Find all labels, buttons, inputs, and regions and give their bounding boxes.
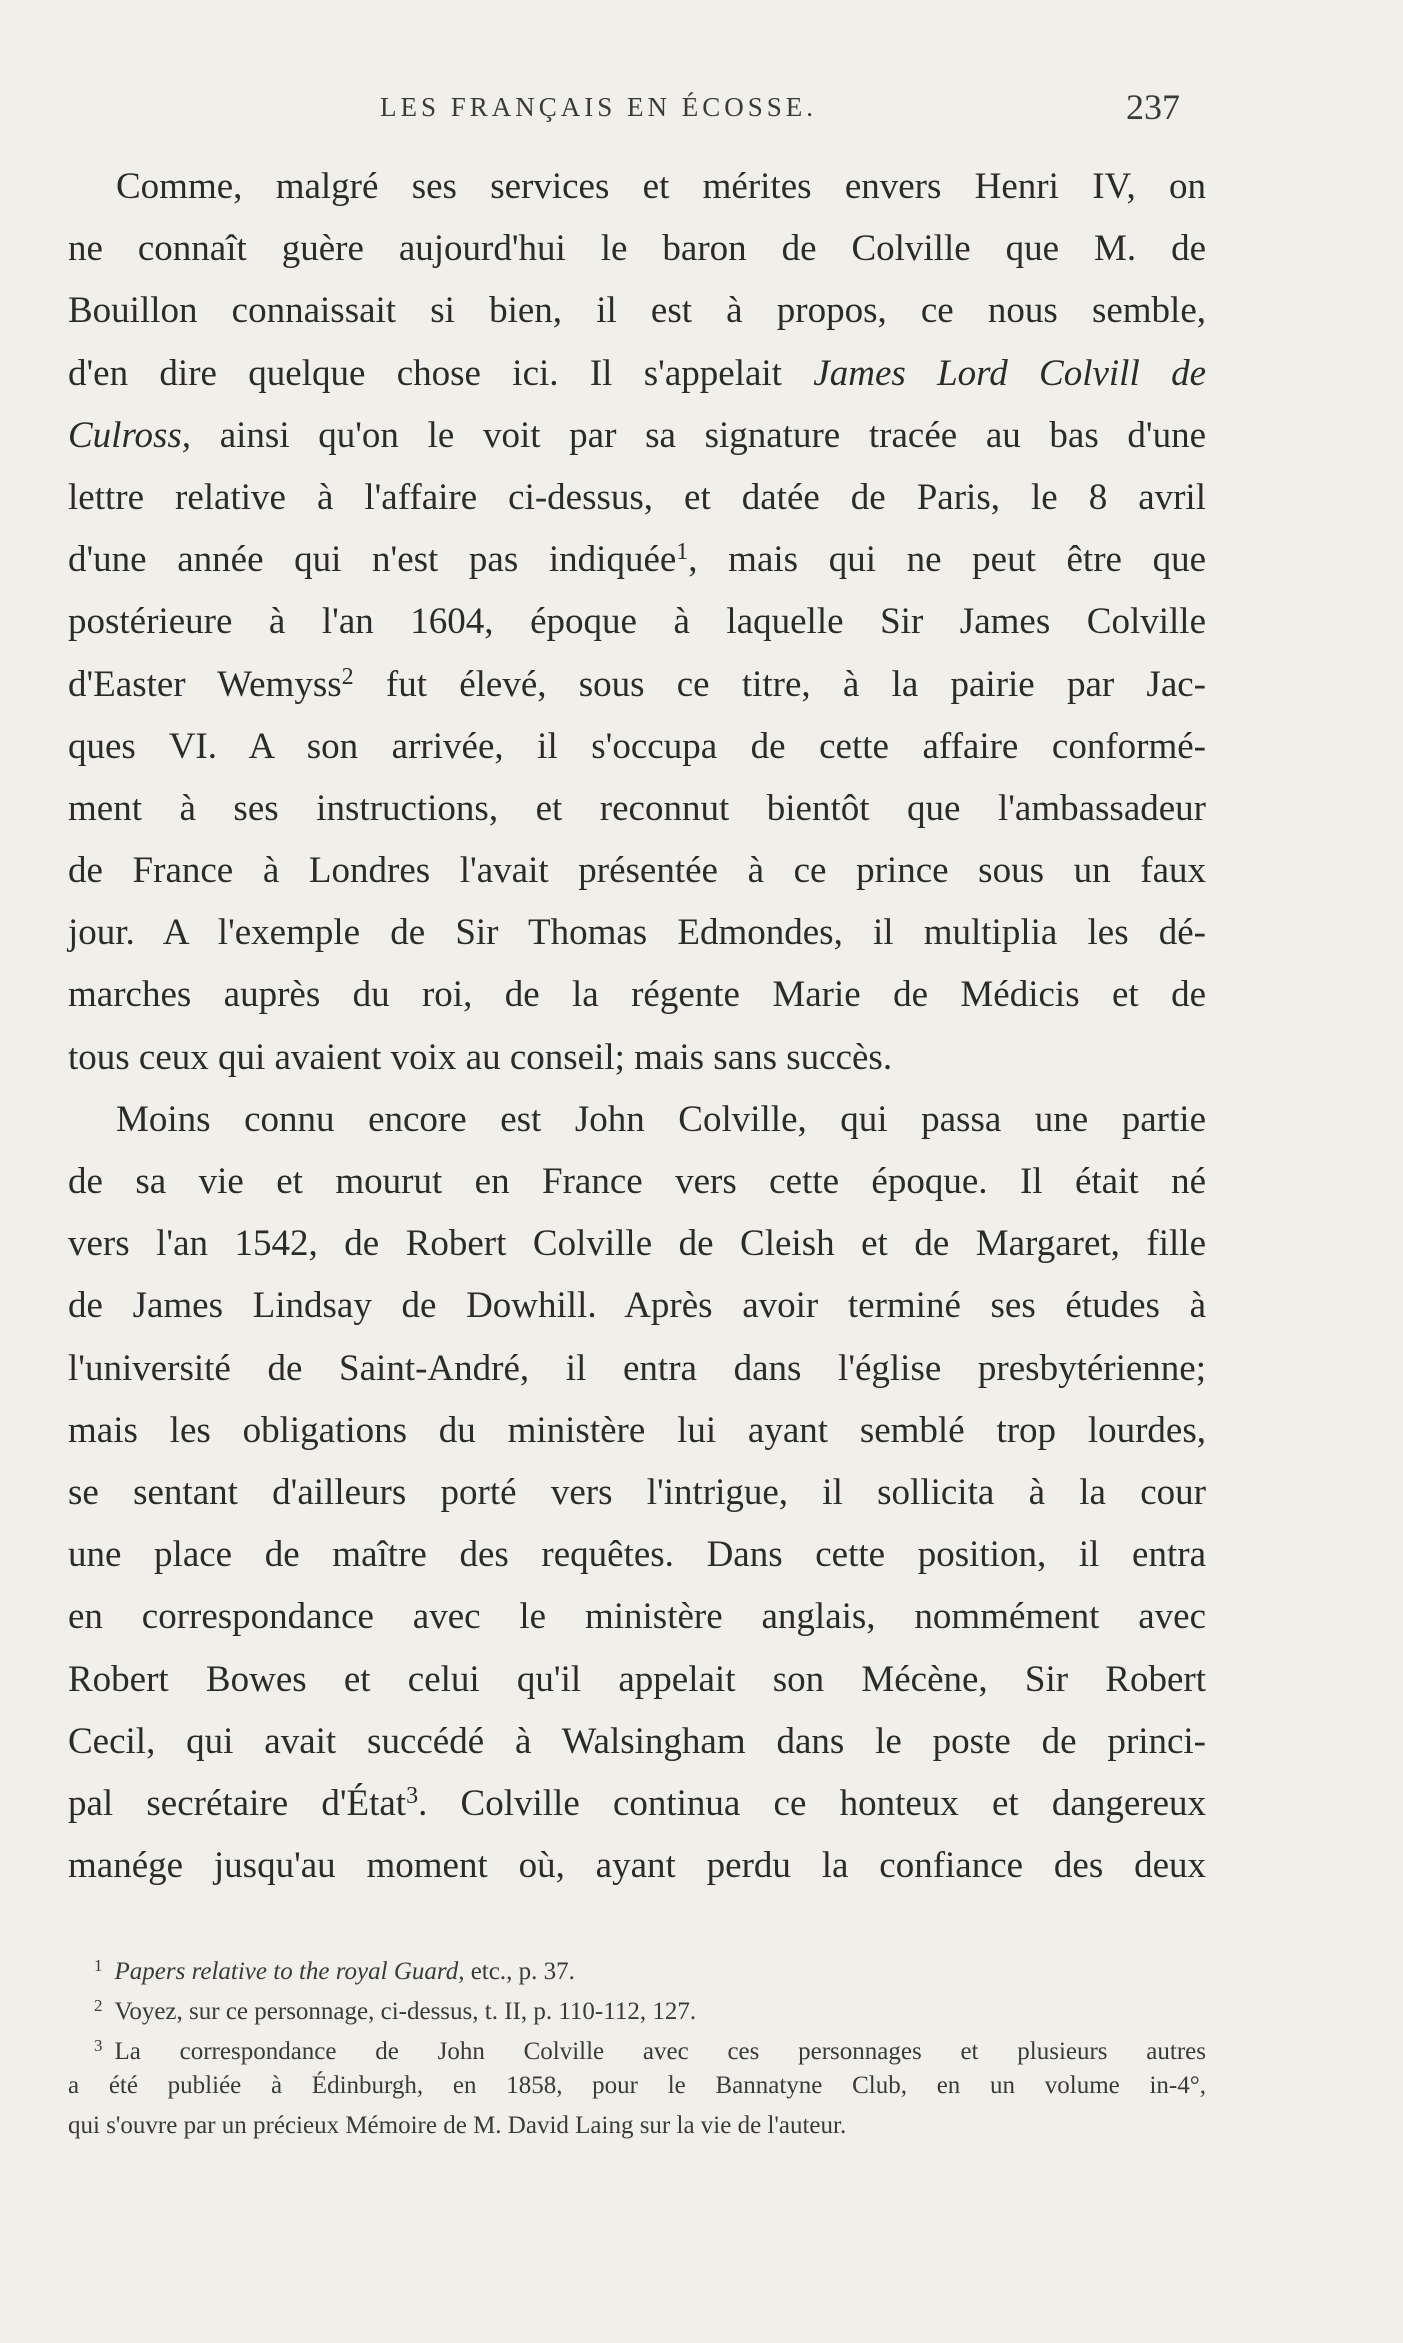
footnote-ref: 1 (676, 539, 689, 566)
text-line: manége jusqu'au moment où, ayant perdu la confiance des deux (68, 1845, 1206, 1887)
footnote-3-line: qui s'ouvre par un précieux Mémoire de M. David Laing sur la vie de l'auteur. (68, 2112, 847, 2139)
running-title: LES FRANÇAIS EN ÉCOSSE. (380, 92, 818, 122)
text-fragment: fut élevé, sous ce titre, à la pairie par Jac- (353, 663, 1206, 705)
text-line: mais les obligations du ministère lui ayant semblé trop lourdes, (68, 1409, 1206, 1451)
body-text (68, 156, 1206, 1897)
text-line (68, 343, 1206, 405)
text-line: de James Lindsay de Dowhill. Après avoir terminé ses études à (68, 1285, 1206, 1327)
italic-name: James Lord Colvill de (813, 352, 1206, 394)
text-line: jour. A l'exemple de Sir Thomas Edmondes, il multiplia les dé- (68, 912, 1206, 954)
text-line: postérieure à l'an 1604, époque à laquelle Sir James Colville (68, 601, 1206, 643)
text-line: vers l'an 1542, de Robert Colville de Cleish et de Margaret, fille (68, 1223, 1206, 1265)
text-line: Cecil, qui avait succédé à Walsingham dans le poste de princi- (68, 1720, 1206, 1762)
text-line: une place de maître des requêtes. Dans cette position, il entra (68, 1534, 1206, 1576)
footnote-number: 1 (94, 1956, 103, 1975)
text-line: l'université de Saint-André, il entra dans l'église presbytérienne; (68, 1347, 1206, 1389)
footnote-number: 2 (94, 1996, 103, 2015)
text-line (68, 405, 1206, 467)
footnote-3 (68, 2026, 1206, 2066)
text-fragment: . Colville continua ce honteux et dangereux (418, 1782, 1206, 1824)
text-line: Bouillon connaissait si bien, il est à propos, ce nous semble, (68, 290, 1206, 332)
text-line (68, 529, 1206, 591)
text-fragment: d'une année qui n'est pas indiquée (68, 539, 677, 581)
footnote-number: 3 (94, 2036, 103, 2055)
footnotes (68, 1946, 1206, 2146)
footnote-text: Voyez, sur ce personnage, ci-dessus, t. II, p. 110-112, 127. (114, 1998, 697, 2025)
text-fragment: ainsi qu'on le voit par sa signature tracée au bas d'une (191, 414, 1206, 456)
text-line: de sa vie et mourut en France vers cette époque. Il était né (68, 1161, 1206, 1202)
footnote-ref: 3 (406, 1782, 419, 1809)
text-line: de France à Londres l'avait présentée à ce prince sous un faux (68, 850, 1206, 892)
text-line: tous ceux qui avaient voix au conseil; mais sans succès. (68, 1036, 893, 1078)
text-fragment: d'en dire quelque chose ici. Il s'appelait (68, 352, 814, 394)
text-line: ment à ses instructions, et reconnut bientôt que l'ambassadeur (68, 787, 1206, 829)
footnote-3-line: a été publiée à Édinburgh, en 1858, pour le Bannatyne Club, en un volume in-4°, (68, 2072, 1206, 2099)
text-fragment: , mais qui ne peut être que (688, 539, 1206, 581)
footnote-1 (68, 1946, 1206, 1986)
text-line: Robert Bowes et celui qu'il appelait son Mécène, Sir Robert (68, 1658, 1206, 1700)
text-line: lettre relative à l'affaire ci-dessus, et datée de Paris, le 8 avril (68, 476, 1206, 518)
text-line (68, 654, 1206, 716)
text-line: ne connaît guère aujourd'hui le baron de Colville que M. de (68, 228, 1206, 270)
text-fragment: pal secrétaire d'État (68, 1782, 407, 1824)
footnote-text: etc., p. 37. (464, 1958, 575, 1985)
paragraph-2 (68, 1089, 1206, 1897)
text-line: ques VI. A son arrivée, il s'occupa de cette affaire conformé- (68, 725, 1206, 767)
footnote-ref: 2 (341, 663, 354, 690)
text-line: marches auprès du roi, de la régente Marie de Médicis et de (68, 974, 1206, 1016)
text-line: se sentant d'ailleurs porté vers l'intrigue, il sollicita à la cour (68, 1471, 1206, 1513)
footnote-2 (68, 1986, 1206, 2026)
paragraph-1 (68, 156, 1206, 1089)
text-line (68, 1773, 1206, 1835)
footnote-text: La correspondance de John Colville avec ces personnages et plusieurs autres (114, 2038, 1206, 2065)
text-line: Moins connu encore est John Colville, qui passa une partie (116, 1098, 1206, 1140)
footnote-title: Papers relative to the royal Guard, (114, 1958, 465, 1985)
italic-name: Culross, (68, 414, 192, 456)
running-head (0, 87, 1403, 132)
text-line: en correspondance avec le ministère anglais, nommément avec (68, 1596, 1206, 1638)
text-line: Comme, malgré ses services et mérites envers Henri IV, on (116, 166, 1206, 207)
text-fragment: d'Easter Wemyss (68, 663, 342, 705)
page-number: 237 (1126, 87, 1180, 127)
